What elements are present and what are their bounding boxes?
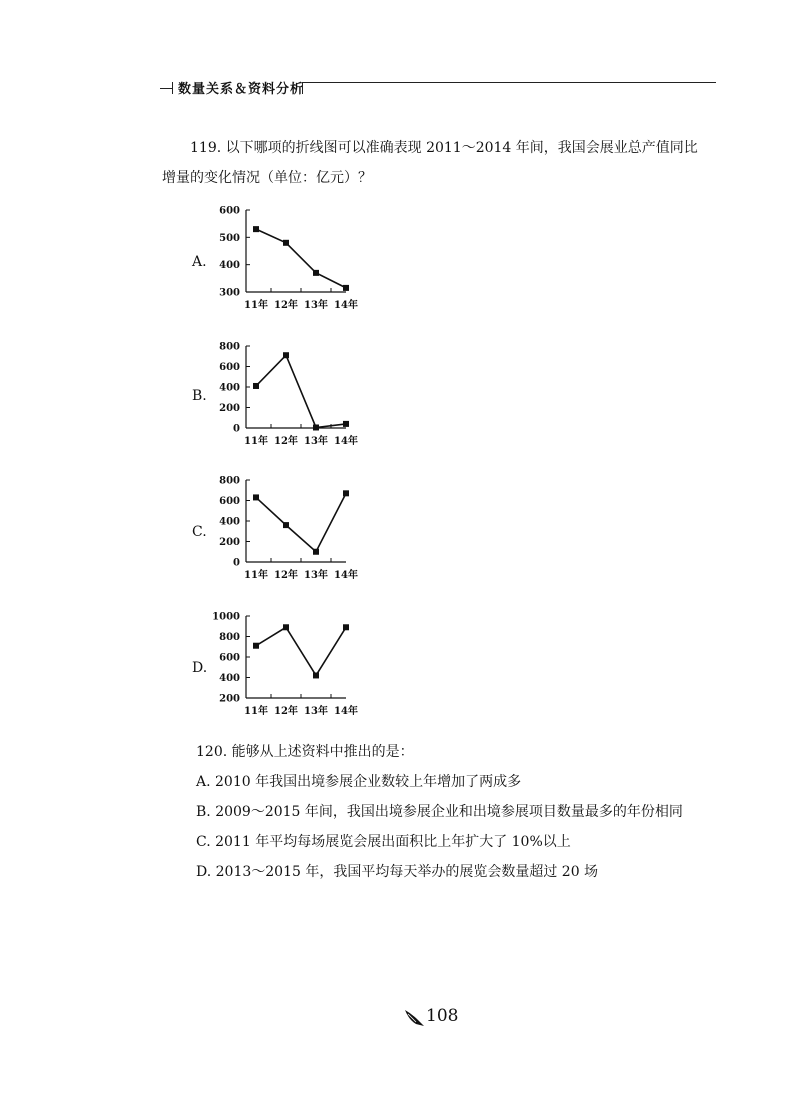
x-tick-label: 12年: [274, 300, 298, 311]
header-rule-right: [302, 82, 716, 83]
y-tick-label: 1000: [212, 611, 240, 623]
chart-c-label: C.: [192, 524, 207, 540]
y-tick-label: 800: [219, 475, 240, 487]
question-119-line2: 增量的变化情况（单位：亿元）？: [162, 170, 372, 186]
x-tick-label: 14年: [334, 570, 358, 581]
y-tick-label: 200: [219, 537, 240, 548]
data-point: [253, 643, 259, 649]
y-tick-label: 500: [219, 232, 240, 244]
x-tick-label: 12年: [274, 706, 298, 717]
y-tick-label: 0: [233, 423, 240, 435]
data-point: [283, 624, 289, 630]
x-tick-label: 11年: [244, 706, 268, 717]
option-a: A. 2010 年我国出境参展企业数较上年增加了两成多: [196, 774, 522, 790]
data-point: [313, 270, 319, 276]
x-tick-label: 13年: [304, 300, 328, 311]
y-tick-label: 200: [219, 403, 240, 414]
page-header: [160, 78, 716, 98]
x-tick-label: 14年: [334, 300, 358, 311]
y-tick-label: 800: [219, 341, 240, 353]
option-c: C. 2011 年平均每场展览会展出面积比上年扩大了 10%以上: [196, 834, 571, 850]
chart-d: [200, 606, 360, 726]
chart-b-label: B.: [192, 388, 207, 404]
y-tick-label: 400: [219, 382, 240, 394]
data-point: [343, 490, 349, 496]
x-tick-label: 13年: [304, 570, 328, 581]
chart-c: [200, 470, 360, 590]
header-tick-right: [302, 82, 303, 94]
data-point: [253, 226, 259, 232]
header-rule-left: [160, 88, 172, 89]
feather-icon: [404, 1008, 426, 1028]
data-point: [253, 494, 259, 500]
y-tick-label: 600: [219, 496, 240, 507]
question-119-line1: 119. 以下哪项的折线图可以准确表现 2011～2014 年间，我国会展业总产值同比: [190, 140, 698, 156]
y-tick-label: 600: [219, 652, 240, 664]
chart-a-label: A.: [192, 254, 207, 270]
y-tick-label: 200: [219, 693, 240, 705]
data-point: [313, 424, 319, 430]
question-120-stem: 120. 能够从上述资料中推出的是：: [196, 744, 414, 760]
y-tick-label: 800: [219, 632, 240, 643]
x-tick-label: 11年: [244, 436, 268, 447]
data-point: [313, 672, 319, 678]
x-tick-label: 12年: [274, 436, 298, 447]
x-tick-label: 14年: [334, 436, 358, 447]
header-title: 数量关系＆资料分析: [178, 82, 305, 97]
data-point: [313, 549, 319, 555]
x-tick-label: 11年: [244, 570, 268, 581]
data-point: [343, 421, 349, 427]
y-tick-label: 400: [219, 673, 240, 684]
option-b: B. 2009～2015 年间，我国出境参展企业和出境参展项目数量最多的年份相同: [196, 804, 683, 820]
option-d: D. 2013～2015 年，我国平均每天举办的展览会数量超过 20 场: [196, 864, 599, 880]
x-tick-label: 12年: [274, 570, 298, 581]
y-tick-label: 0: [233, 557, 240, 569]
x-tick-label: 13年: [304, 436, 328, 447]
data-point: [343, 285, 349, 291]
chart-a: [200, 200, 360, 320]
data-point: [283, 352, 289, 358]
data-point: [283, 240, 289, 246]
series-line: [256, 355, 346, 427]
y-tick-label: 300: [219, 287, 240, 299]
x-tick-label: 14年: [334, 706, 358, 717]
header-tick-left: [172, 82, 173, 94]
x-tick-label: 11年: [244, 300, 268, 311]
y-tick-label: 400: [219, 516, 240, 528]
series-line: [256, 229, 346, 288]
series-line: [256, 493, 346, 551]
data-point: [253, 383, 259, 389]
y-tick-label: 400: [219, 260, 240, 272]
chart-d-label: D.: [192, 660, 208, 676]
page-number: 108: [426, 1006, 459, 1026]
data-point: [343, 624, 349, 630]
y-tick-label: 600: [219, 362, 240, 373]
y-tick-label: 600: [219, 205, 240, 217]
data-point: [283, 522, 289, 528]
series-line: [256, 627, 346, 675]
chart-b: [200, 336, 360, 456]
x-tick-label: 13年: [304, 706, 328, 717]
